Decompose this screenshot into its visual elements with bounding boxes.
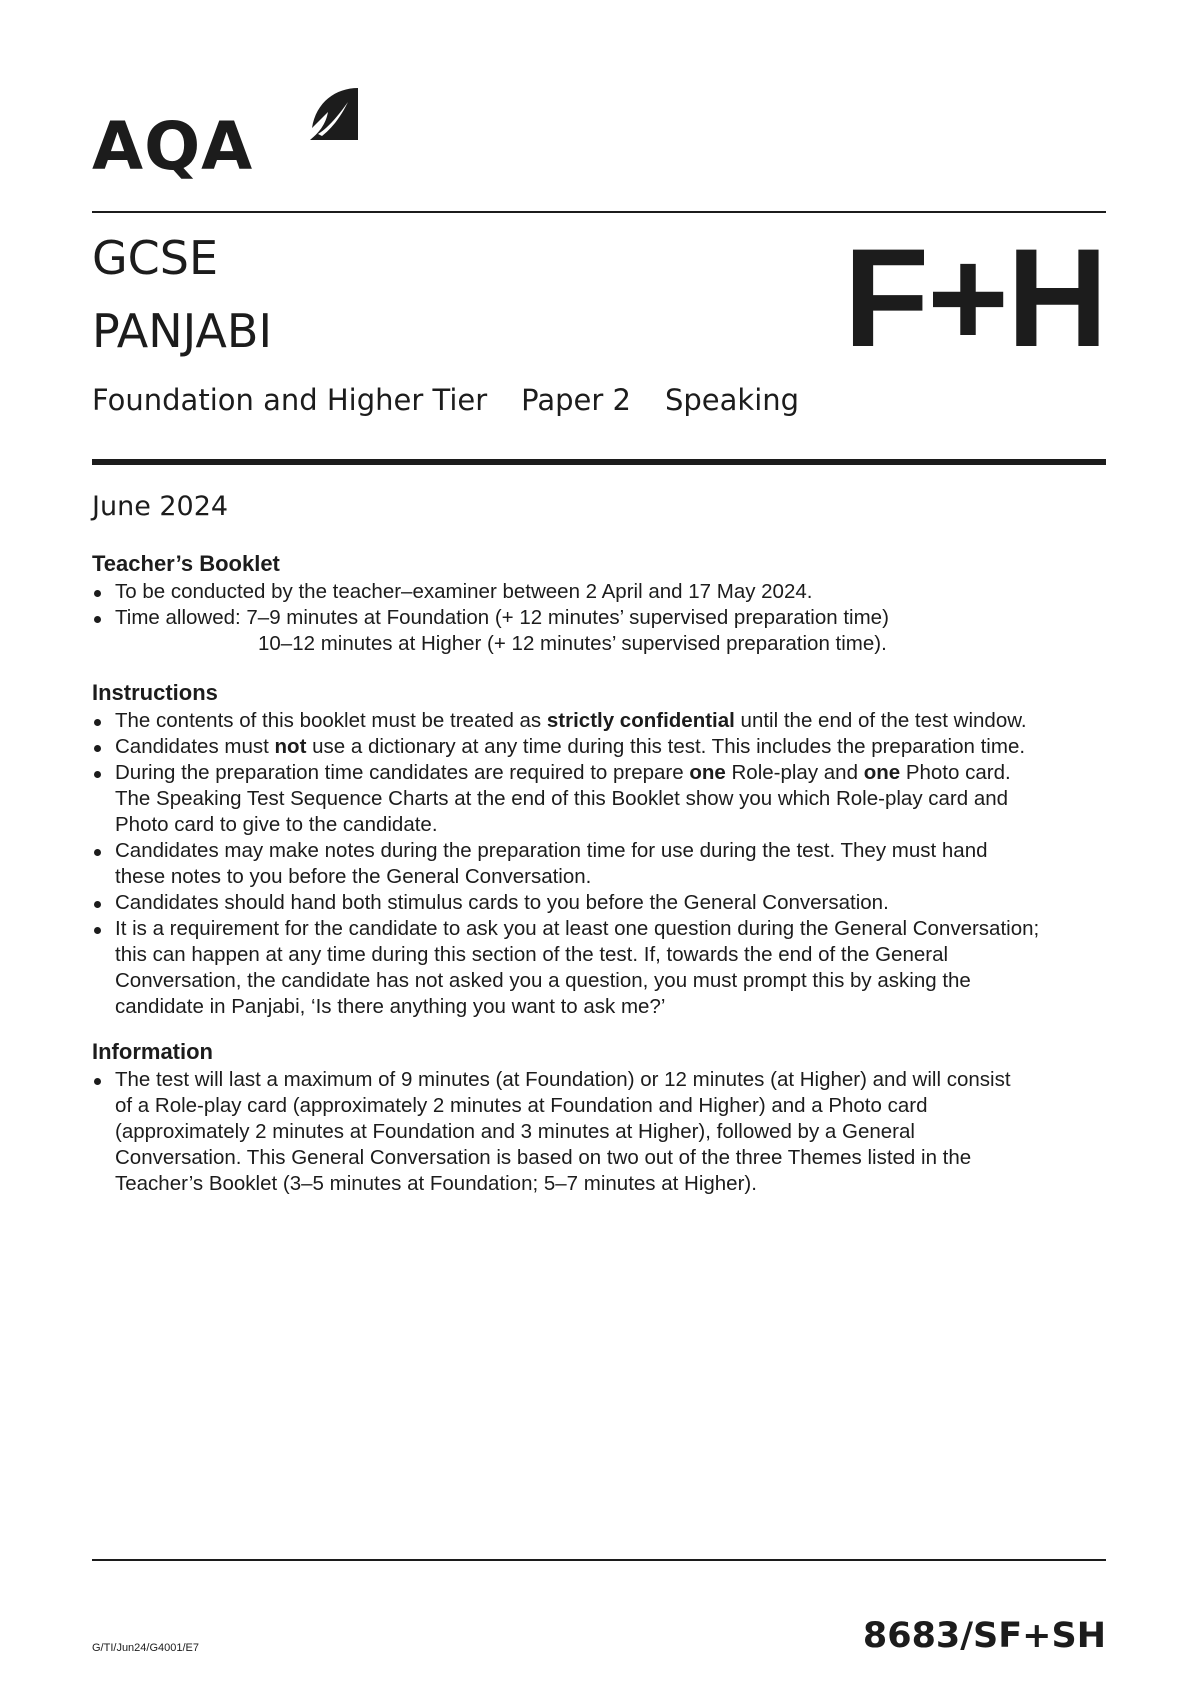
leaf-icon [308,88,360,142]
title-divider [92,459,1106,465]
bullet-icon [94,745,101,752]
list-item: To be conducted by the teacher–examiner between 2 April and 17 May 2024. [92,579,1122,605]
subject-title: PANJABI [92,304,273,358]
bullet-icon [94,771,101,778]
list-item: The contents of this booklet must be treated as strictly confidential until the end of the test window. [92,708,1122,734]
section-heading: Instructions [92,680,218,705]
bullet-icon [94,927,101,934]
aqa-logo [92,88,254,185]
list-item: Time allowed: 7–9 minutes at Foundation (+ 12 minutes’ supervised preparation time) 10–12 minutes at Higher (+ 12 minutes’ supervised preparation time). [92,605,1122,657]
information-section [92,1039,1122,1197]
bullet-icon [94,849,101,856]
footer-divider [92,1559,1106,1561]
paper-info [92,382,799,418]
instructions-section [92,680,1122,1020]
tier-label: Foundation and Higher Tier [92,383,488,417]
bullet-icon [94,616,101,623]
qualification-title: GCSE [92,231,219,285]
aqa-logo-text: AQA [92,108,254,185]
specification-code: 8683/SF+SH [862,1616,1106,1656]
section-heading: Information [92,1039,213,1064]
bullet-icon [94,719,101,726]
list-item: The test will last a maximum of 9 minutes (at Foundation) or 12 minutes (at Higher) and will consist of a Role-play card (approximately 2 minutes at Foundation and Higher) and a Photo card (approximately 2 minutes at Foundation and 3 minutes at Higher), followed by a General Conversation. This General Conversation is based on two out of the three Themes listed in the Teacher’s Booklet (3–5 minutes at Foundation; 5–7 minutes at Higher). [92,1067,1122,1197]
tier-badge: F+H [843,219,1106,376]
bullet-icon [94,901,101,908]
exam-date: June 2024 [92,491,229,522]
bullet-icon [94,1078,101,1085]
list-item: Candidates must not use a dictionary at any time during this test. This includes the preparation time. [92,734,1122,760]
component-label: Speaking [664,383,800,417]
list-item: Candidates should hand both stimulus cards to you before the General Conversation. [92,890,1122,916]
list-item: During the preparation time candidates are required to prepare one Role-play and one Photo card. The Speaking Test Sequence Charts at the end of this Booklet show you which Role-play card and Photo card to give to the candidate. [92,760,1122,838]
teachers-booklet-section [92,551,1122,657]
document-reference: G/TI/Jun24/G4001/E7 [92,1642,200,1654]
paper-label: Paper 2 [521,383,631,417]
list-item: Candidates may make notes during the preparation time for use during the test. They must hand these notes to you before the General Conversation. [92,838,1122,890]
list-item: It is a requirement for the candidate to ask you at least one question during the General Conversation; this can happen at any time during this section of the test. If, towards the end of the General Conversation, the candidate has not asked you a question, you must prompt this by asking the candidate in Panjabi, ‘Is there anything you want to ask me?’ [92,916,1122,1020]
header-divider [92,211,1106,213]
bullet-icon [94,590,101,597]
section-heading: Teacher’s Booklet [92,551,280,576]
